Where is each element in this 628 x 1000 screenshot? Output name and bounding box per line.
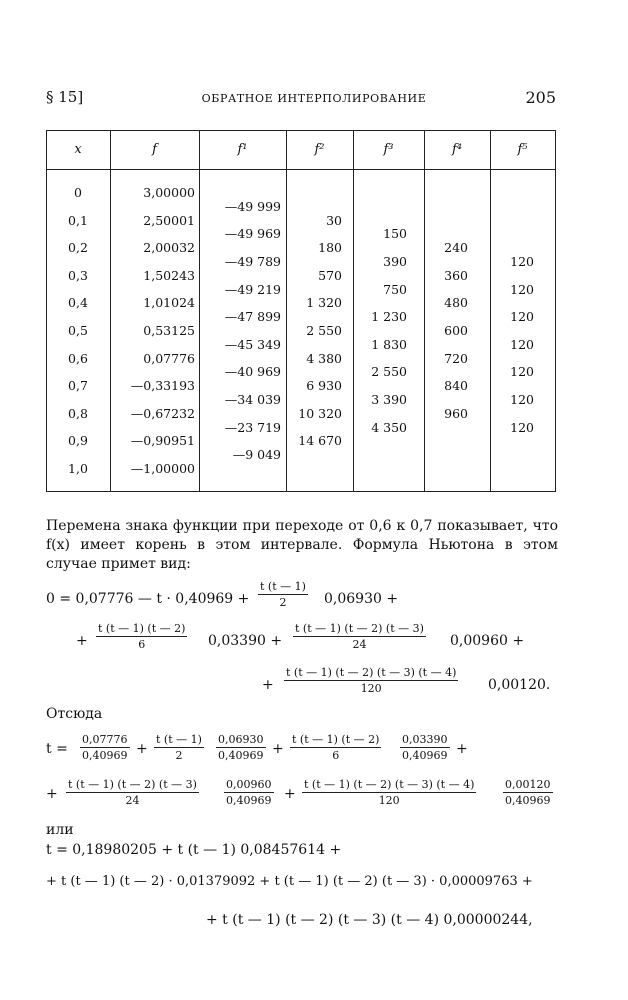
table-cell-f3: 1 830 bbox=[371, 336, 407, 352]
table-cell-f3: 2 550 bbox=[371, 364, 407, 380]
table-cell-f4: 600 bbox=[444, 323, 468, 338]
running-title: ОБРАТНОЕ ИНТЕРПОЛИРОВАНИЕ bbox=[201, 92, 427, 105]
table-cell-f5: 120 bbox=[510, 336, 534, 352]
numerator: t (t — 1) (t — 2) (t — 3) (t — 4) bbox=[304, 778, 475, 791]
table-cell-f3: 1 230 bbox=[371, 309, 407, 325]
table-cell-x: 0,6 bbox=[68, 350, 88, 366]
eq2-fraction bbox=[66, 778, 199, 807]
body-paragraph: Перемена знака функции при переходе от 0,6 к 0,7 показывает, что f(x) имеет корень в этом интервале. Формула Ньютона в этом случае примет вид: bbox=[46, 518, 558, 572]
numerator: 0,03390 bbox=[402, 733, 448, 746]
table-cell-x: 0,5 bbox=[68, 323, 88, 338]
eq2-fraction bbox=[80, 733, 130, 762]
table-cell-f5: 120 bbox=[510, 309, 534, 325]
denominator: 6 bbox=[138, 638, 146, 651]
eq2-fraction bbox=[224, 778, 274, 807]
col-header-f: f bbox=[152, 142, 157, 157]
denominator: 0,40969 bbox=[218, 749, 264, 762]
eq3-line2: + t (t — 1) (t — 2) · 0,01379092 + t (t — 1) (t — 2) (t — 3) · 0,00009763 + bbox=[46, 874, 533, 889]
table-cell-f5: 120 bbox=[510, 392, 534, 407]
table-cell-f2: 1 320 bbox=[306, 295, 342, 311]
eq2-fraction bbox=[216, 733, 266, 762]
denominator: 0,40969 bbox=[226, 794, 272, 807]
table-cell-f4: 480 bbox=[444, 295, 468, 311]
numerator: 0,07776 bbox=[82, 733, 128, 746]
numerator: t (t — 1) (t — 2) (t — 3) (t — 4) bbox=[286, 666, 457, 679]
page-number: 205 bbox=[525, 88, 556, 107]
denominator: 0,40969 bbox=[505, 794, 551, 807]
eq1-line3-tail: 0,00120. bbox=[488, 677, 551, 693]
eq1-line2-tail: 0,00960 + bbox=[450, 633, 525, 649]
eq3-line1: t = 0,18980205 + t (t — 1) 0,08457614 + bbox=[46, 842, 342, 858]
table-cell-f1: —49 969 bbox=[224, 226, 281, 242]
col-header-f4: f⁴ bbox=[451, 142, 463, 157]
table-cell-f3: 390 bbox=[383, 254, 407, 269]
col-divider bbox=[555, 130, 556, 492]
numerator: 0,00120 bbox=[505, 778, 551, 791]
table-cell-f: 1,01024 bbox=[143, 295, 195, 311]
eq1-fraction bbox=[96, 622, 187, 651]
table-cell-x: 0 bbox=[74, 185, 82, 200]
table-cell-f1: —23 719 bbox=[224, 419, 281, 435]
eq2-fraction bbox=[154, 733, 204, 762]
table-cell-f: 0,53125 bbox=[143, 323, 195, 338]
table-cell-f1: —45 349 bbox=[224, 336, 281, 352]
table-cell-f: 3,00000 bbox=[143, 185, 195, 200]
col-header-f3: f³ bbox=[383, 142, 394, 157]
finite-differences-table bbox=[46, 130, 556, 492]
table-cell-f3: 150 bbox=[383, 226, 407, 242]
eq1-fraction bbox=[293, 622, 426, 651]
table-cell-x: 0,7 bbox=[68, 378, 88, 394]
numerator: 0,00960 bbox=[226, 778, 272, 791]
denominator: 0,40969 bbox=[402, 749, 448, 762]
ili-label: или bbox=[46, 822, 74, 838]
numerator: t (t — 1) (t — 2) (t — 3) bbox=[295, 622, 424, 635]
table-cell-f2: 4 380 bbox=[306, 350, 342, 366]
table-cell-f5: 120 bbox=[510, 281, 534, 297]
table-cell-f: 0,07776 bbox=[143, 350, 195, 366]
table-cell-f4: 360 bbox=[444, 267, 468, 283]
denominator: 24 bbox=[125, 794, 140, 807]
eq2-fraction bbox=[302, 778, 476, 807]
eq2-lead: t = bbox=[46, 741, 68, 757]
numerator: t (t — 1) bbox=[260, 580, 306, 593]
table-cell-f2: 2 550 bbox=[306, 323, 342, 338]
table-cell-f1: —49 789 bbox=[224, 254, 281, 269]
eq1-line1-lead: 0 = 0,07776 — t · 0,40969 + bbox=[46, 591, 250, 607]
table-cell-f2: 30 bbox=[326, 212, 342, 228]
table-cell-f1: —40 969 bbox=[224, 364, 281, 380]
table-cell-f3: 3 390 bbox=[371, 392, 407, 407]
table-cell-f3: 750 bbox=[383, 281, 407, 297]
eq2-fraction bbox=[290, 733, 381, 762]
numerator: t (t — 1) (t — 2) (t — 3) bbox=[68, 778, 197, 791]
table-header-rule bbox=[46, 169, 556, 170]
denominator: 120 bbox=[378, 794, 400, 807]
numerator: t (t — 1) bbox=[156, 733, 202, 746]
eq2-plus: + bbox=[284, 786, 296, 802]
table-cell-x: 0,2 bbox=[68, 240, 88, 256]
denominator: 6 bbox=[332, 749, 340, 762]
col-header-f1: f¹ bbox=[237, 142, 248, 157]
table-cell-x: 0,9 bbox=[68, 433, 88, 449]
table-cell-x: 0,3 bbox=[68, 267, 88, 283]
table-top-rule bbox=[46, 130, 556, 131]
table-cell-f: —0,67232 bbox=[130, 405, 195, 421]
eq3-line3: + t (t — 1) (t — 2) (t — 3) (t — 4) 0,00000244, bbox=[206, 912, 533, 928]
table-bottom-rule bbox=[46, 491, 556, 492]
eq1-line1-tail: 0,06930 + bbox=[324, 591, 399, 607]
eq1-line2-plus: + bbox=[76, 633, 88, 649]
denominator: 120 bbox=[360, 682, 382, 695]
table-cell-f2: 570 bbox=[318, 267, 342, 283]
table-cell-f2: 10 320 bbox=[298, 405, 342, 421]
table-cell-x: 0,4 bbox=[68, 295, 88, 311]
table-cell-f3: 4 350 bbox=[371, 419, 407, 435]
eq1-line2-coef: 0,03390 + bbox=[208, 633, 283, 649]
eq1-line3-plus: + bbox=[262, 677, 274, 693]
denominator: 0,40969 bbox=[82, 749, 128, 762]
eq2-plus: + bbox=[136, 741, 148, 757]
table-cell-f1: —9 049 bbox=[232, 447, 281, 463]
denominator: 2 bbox=[279, 596, 287, 609]
otsyuda-label: Отсюда bbox=[46, 706, 103, 722]
table-cell-f5: 120 bbox=[510, 364, 534, 380]
eq2-line2-plus: + bbox=[46, 786, 58, 802]
table-cell-f2: 6 930 bbox=[306, 378, 342, 394]
denominator: 24 bbox=[352, 638, 367, 651]
table-cell-f5: 120 bbox=[510, 419, 534, 435]
table-cell-x: 0,1 bbox=[68, 212, 88, 228]
table-cell-f1: —34 039 bbox=[224, 392, 281, 407]
table-cell-f1: —49 219 bbox=[224, 281, 281, 297]
table-cell-f2: 180 bbox=[318, 240, 342, 256]
col-divider bbox=[424, 130, 425, 492]
table-cell-x: 1,0 bbox=[68, 461, 88, 476]
numerator: 0,06930 bbox=[218, 733, 264, 746]
table-cell-f: 2,50001 bbox=[143, 212, 195, 228]
table-cell-f: —1,00000 bbox=[130, 461, 195, 476]
eq1-fraction bbox=[258, 580, 308, 609]
table-cell-f5: 120 bbox=[510, 254, 534, 269]
numerator: t (t — 1) (t — 2) bbox=[98, 622, 186, 635]
col-header-f5: f⁵ bbox=[517, 142, 528, 157]
table-cell-f1: —49 999 bbox=[224, 198, 281, 214]
table-cell-f: —0,90951 bbox=[130, 433, 195, 449]
eq2-plus: + bbox=[456, 741, 468, 757]
table-cell-f4: 240 bbox=[444, 240, 468, 256]
table-cell-f: 2,00032 bbox=[143, 240, 195, 256]
table-cell-f2: 14 670 bbox=[298, 433, 342, 449]
section-number: § 15] bbox=[46, 88, 84, 106]
table-cell-f: —0,33193 bbox=[130, 378, 195, 394]
col-header-x: x bbox=[74, 142, 82, 157]
numerator: t (t — 1) (t — 2) bbox=[292, 733, 380, 746]
eq2-fraction bbox=[400, 733, 450, 762]
denominator: 2 bbox=[175, 749, 183, 762]
table-cell-f4: 720 bbox=[444, 350, 468, 366]
eq2-plus: + bbox=[272, 741, 284, 757]
eq2-fraction bbox=[503, 778, 553, 807]
eq1-fraction bbox=[284, 666, 458, 695]
table-cell-f: 1,50243 bbox=[143, 267, 195, 283]
table-cell-f4: 840 bbox=[444, 378, 468, 394]
table-cell-x: 0,8 bbox=[68, 405, 88, 421]
table-cell-f1: —47 899 bbox=[224, 309, 281, 325]
table-cell-f4: 960 bbox=[444, 405, 468, 421]
col-header-f2: f² bbox=[314, 142, 325, 157]
